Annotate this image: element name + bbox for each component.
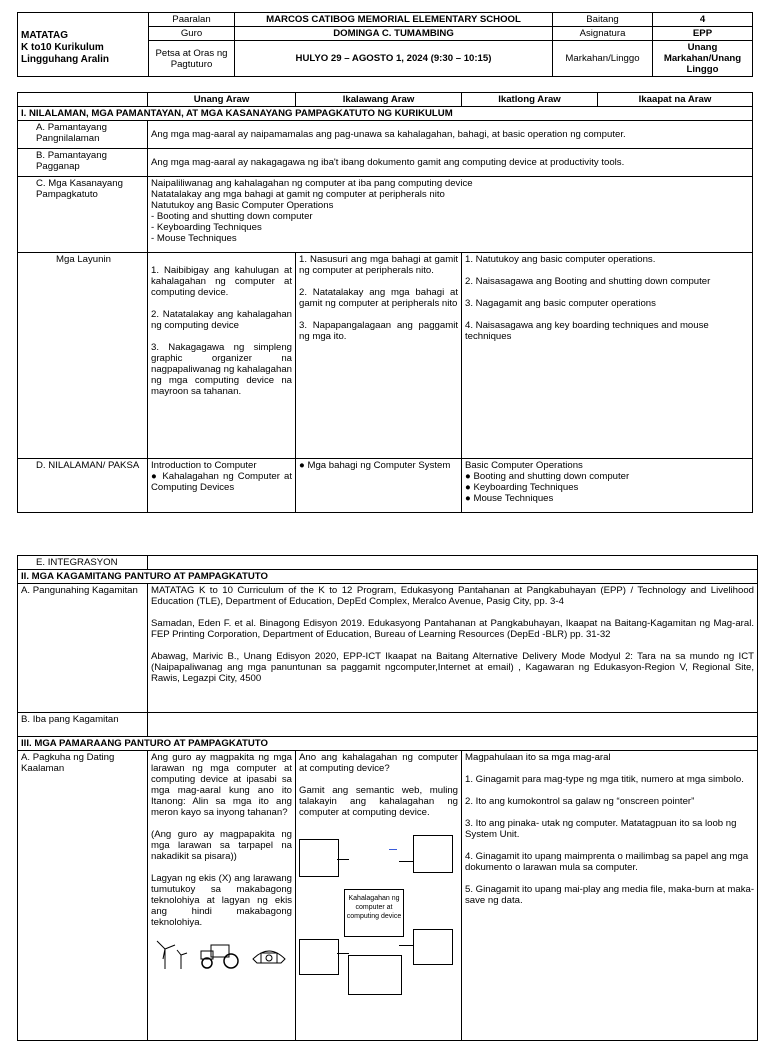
- kasanayang-line: - Mouse Techniques: [151, 233, 237, 244]
- nilalaman-item: ● Kahalagahan ng Computer at Computing Devices: [151, 471, 292, 493]
- day-header-4: Ikaapat na Araw: [598, 93, 753, 107]
- layunin-day2: [296, 253, 462, 459]
- integrasyon-value: [148, 556, 758, 570]
- kasanayang-line: Natutukoy ang Basic Computer Operations: [151, 200, 334, 211]
- layunin-day34: [462, 253, 753, 459]
- asignatura-label: Asignatura: [553, 27, 653, 41]
- section1-title: I. NILALAMAN, MGA PAMANTAYAN, AT MGA KASANAYANG PAMPAGKATUTO NG KURIKULUM: [18, 107, 753, 121]
- pamantayang-pangnilalaman-text: Ang mga mag-aaral ay naipamamalas ang pag-unawa sa kahalagahan, bahagi, at basic operation ng computer.: [148, 121, 753, 149]
- kasanayang-label-text: C. Mga Kasanayang Pampagkatuto: [36, 178, 123, 200]
- dating-kaalaman-day2: [296, 751, 462, 1041]
- layunin-item: 1. Nasusuri ang mga bahagi at gamit ng computer at peripherals nito.: [299, 254, 458, 276]
- day-header-3: Ikatlong Araw: [462, 93, 598, 107]
- dating-kaalaman-day1: [148, 751, 296, 1041]
- nilalaman-item: ● Mga bahagi ng Computer System: [299, 460, 451, 471]
- layunin-item: 1. Naibibigay ang kahulugan at kahalagahan ng computer at computing device.: [151, 265, 292, 298]
- nilalaman-item: ● Mouse Techniques: [465, 493, 554, 504]
- nilalaman-item: Introduction to Computer: [151, 460, 257, 471]
- guro-label: Guro: [149, 27, 235, 41]
- layunin-item: 3. Nakagagawa ng simpleng graphic organizer na nagpapaliwanag ng kahalagahan ng mga computing device na mayroon sa tahanan.: [151, 342, 292, 397]
- semantic-web-box-bottom-right: [413, 929, 453, 965]
- technology-clipart: [151, 939, 292, 969]
- semantic-web-box-bottom-center: [348, 955, 402, 995]
- header-title-line-1: MATATAG: [21, 30, 69, 41]
- header-title-line-3: Lingguhang Aralin: [21, 54, 109, 65]
- nilalaman-item: ● Booting and shutting down computer: [465, 471, 630, 482]
- paaralan-value: MARCOS CATIBOG MEMORIAL ELEMENTARY SCHOOL: [235, 13, 553, 27]
- activity-paragraph: 2. Ito ang kumokontrol sa galaw ng “onscreen pointer”: [465, 796, 695, 807]
- petsa-label: Petsa at Oras ng Pagtuturo: [149, 41, 235, 77]
- day-header-2: Ikalawang Araw: [296, 93, 462, 107]
- layunin-item: 3. Nagagamit ang basic computer operations: [465, 298, 656, 309]
- asignatura-value: EPP: [653, 27, 753, 41]
- semantic-web-diagram: [299, 829, 453, 999]
- activity-paragraph: 5. Ginagamit ito upang mai-play ang media file, maka-burn at maka-save ng data.: [465, 884, 755, 906]
- pangunahing-kagamitan-label: A. Pangunahing Kagamitan: [18, 584, 148, 713]
- layunin-item: 1. Natutukoy ang basic computer operations.: [465, 254, 656, 265]
- layunin-item: 3. Napapangalagaan ang paggamit ng mga ito.: [299, 320, 458, 342]
- guro-value: DOMINGA C. TUMAMBING: [235, 27, 553, 41]
- activity-paragraph: Ang guro ay magpakita ng mga larawan ng mga computer at computing device at ipasabi sa mga mag-aaral kung ano ito Itanong: Alin sa mga ito ang meron kayo sa inyong tahanan?: [151, 752, 292, 818]
- section1-table: [17, 92, 753, 513]
- dating-kaalaman-label: A. Pagkuha ng Dating Kaalaman: [18, 751, 148, 1041]
- section2-title: II. MGA KAGAMITANG PANTURO AT PAMPAGKATUTO: [18, 570, 758, 584]
- layunin-item: 4. Naisasagawa ang key boarding techniques and mouse techniques: [465, 320, 709, 342]
- semantic-web-center: Kahalagahan ng computer at computing device: [344, 889, 404, 937]
- activity-paragraph: 1. Ginagamit para mag-type ng mga titik, numero at mga simbolo.: [465, 774, 744, 785]
- nilalaman-day2: [296, 459, 462, 513]
- header-table: [17, 12, 753, 77]
- kasanayang-line: Naipaliliwanag ang kahalagahan ng computer at iba pang computing device: [151, 178, 473, 189]
- layunin-day1: [148, 253, 296, 459]
- petsa-value: HULYO 29 – AGOSTO 1, 2024 (9:30 – 10:15): [235, 41, 553, 77]
- dating-kaalaman-day34: [462, 751, 758, 1041]
- iba-pang-kagamitan-label: B. Iba pang Kagamitan: [18, 713, 148, 737]
- header-title-line-2: K to10 Kurikulum: [21, 42, 104, 53]
- nilalaman-label: D. NILALAMAN/ PAKSA: [18, 459, 148, 513]
- semantic-web-box-top-right: [413, 835, 453, 873]
- reference-item: Abawag, Marivic B., Unang Edisyon 2020, EPP-ICT Ikaapat na Baitang Alternative Delivery Mode Modyul 2: Tara na sa mundo ng ICT (Naipapaliwanag ang mga panuntunan sa paggamit ngcomputer,Internet at email) , Kagawaran ng Edukasyon-Region V, Regional Site, Rawis, Legazpi City, 4500: [151, 651, 755, 684]
- nilalaman-item: ● Keyboarding Techniques: [465, 482, 579, 493]
- layunin-label: Mga Layunin: [18, 253, 148, 459]
- activity-paragraph: 4. Ginagamit ito upang maimprenta o mailimbag sa papel ang mga dokumento o larawan mula sa computer.: [465, 851, 749, 873]
- layunin-item: 2. Naisasagawa ang Booting and shutting down computer: [465, 276, 711, 287]
- kasanayang-line: Natatalakay ang mga bahagi at gamit ng computer at peripherals nito: [151, 189, 445, 200]
- layunin-item: 2. Natatalakay ang kahalagahan ng computing device: [151, 309, 292, 331]
- nilalaman-item: Basic Computer Operations: [465, 460, 583, 471]
- markahan-value: Unang Markahan/Unang Linggo: [653, 41, 753, 77]
- pamantayang-pagganap-text: Ang mga mag-aaral ay nakagagawa ng iba't ibang dokumento gamit ang computing device at productivity tools.: [148, 149, 753, 177]
- layunin-item: 2. Natatalakay ang mga bahagi at gamit ng computer at peripherals nito: [299, 287, 458, 309]
- kasanayang-line: - Keyboarding Techniques: [151, 222, 262, 233]
- pamantayang-pangnilalaman-label: A. Pamantayang Pangnilalaman: [18, 121, 148, 149]
- integrasyon-label: E. INTEGRASYON: [18, 556, 148, 570]
- activity-paragraph: 3. Ito ang pinaka- utak ng computer. Matatagpuan ito sa loob ng System Unit.: [465, 818, 737, 840]
- pamantayang-pagganap-label: B. Pamantayang Pagganap: [18, 149, 148, 177]
- markahan-label: Markahan/Linggo: [553, 41, 653, 77]
- reference-item: MATATAG K to 10 Curriculum of the K to 12 Program, Edukasyong Pantahanan at Pangkabuhayan (EPP) / Technology and Livelihood Education (TLE), Department of Education, DepEd Complex, Meralco Avenue, Pasig City, pp. 3-4: [151, 585, 755, 607]
- section3-title: III. MGA PAMARAANG PANTURO AT PAMPAGKATUTO: [18, 737, 758, 751]
- pangunahing-kagamitan-refs: [148, 584, 758, 713]
- reference-item: Samadan, Eden F. et al. Binagong Edisyon 2019. Edukasyong Pantahanan at Pangkabuhayan, Ikaapat na Baitang-Kagamitan ng Mag-aral. FEP Printing Corporation, Department of Education, Bureau of Learning Resources (DepEd -BLR) pp. 31-32: [151, 618, 755, 640]
- activity-paragraph: (Ang guro ay magpapakita ng mga larawan sa tarpapel na nakadikit sa pisara)): [151, 829, 292, 862]
- semantic-web-box-bottom-left: [299, 939, 339, 975]
- nilalaman-day1: [148, 459, 296, 513]
- nilalaman-day34: [462, 459, 753, 513]
- baitang-value: 4: [653, 13, 753, 27]
- activity-paragraph: Magpahulaan ito sa mga mag-aral: [465, 752, 611, 763]
- windmill-icon: [151, 939, 191, 969]
- kasanayang-text: [148, 177, 753, 253]
- activity-paragraph: Lagyan ng ekis (X) ang larawang tumutukoy sa makabagong teknolohiya at lagyan ng ekis ang hindi makabagong teknolohiya.: [151, 873, 292, 928]
- paaralan-label: Paaralan: [149, 13, 235, 27]
- telephone-icon: [249, 939, 289, 969]
- activity-paragraph: Gamit ang semantic web, muling talakayin ang kahalagahan ng computer at computing device.: [299, 785, 458, 818]
- header-title-block: [18, 13, 149, 77]
- semantic-web-box-top-left: [299, 839, 339, 877]
- baitang-label: Baitang: [553, 13, 653, 27]
- tractor-icon: [197, 939, 243, 969]
- iba-pang-kagamitan-value: [148, 713, 758, 737]
- activity-paragraph: Ano ang kahalagahan ng computer at computing device?: [299, 752, 458, 774]
- section2-3-table: [17, 555, 758, 1041]
- kasanayang-label: [18, 177, 148, 253]
- kasanayang-line: - Booting and shutting down computer: [151, 211, 313, 222]
- day-header-1: Unang Araw: [148, 93, 296, 107]
